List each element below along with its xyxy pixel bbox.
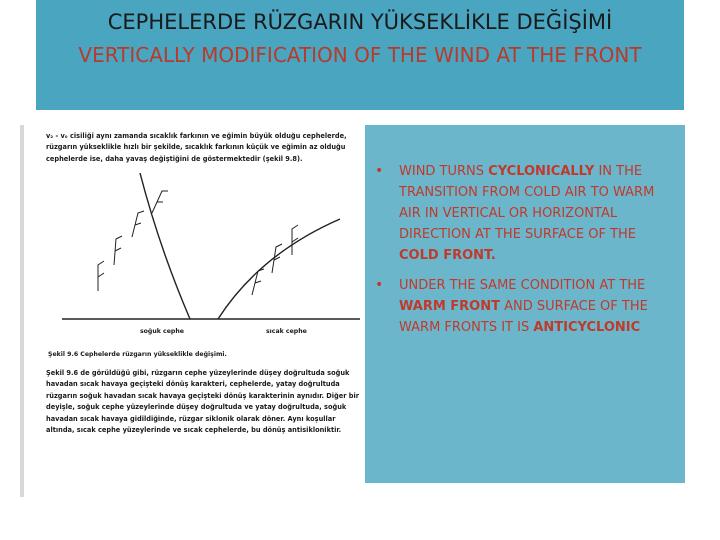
scan-paragraph-2: Şekil 9.6 de görüldüğü gibi, rüzgarın cephe yüzeylerinde düşey doğrultuda soğuk havadan sıcak havaya geçişteki dönüş karakteri, cephelerde, yatay doğrultuda rüzgarın soğuk havadan sıcak havaya geçişteki dönüş karakterinin aynıdır. Diğer bir deyişle, soğuk cephe yüzeylerinde düşey doğrultuda ve yatay doğrultuda, soğuk havadan sıcak havaya gidildiğinde, rüzgar siklonik olarak döner. Aynı koşullar altında, sıcak cephe yüzeylerinde ve sıcak cephelerde, bu dönüş antisikloniktir.	[46, 369, 360, 435]
bullet-dot-icon: •	[375, 277, 384, 293]
slide-title-english: VERTICALLY MODIFICATION OF THE WIND AT THE FRONT	[78, 43, 642, 67]
scan-paragraph-1: v₂ - v₀ cisiliği aynı zamanda sıcaklık farkının ve eğimin büyük olduğu cephelerde, rüzgarın yükseklikle hızlı bir şekilde, sıcaklık farkının küçük ve eğimin az olduğu cephelerde ise, daha yavaş değiştiğini de göstermektedir (şekil 9.8).	[46, 132, 347, 163]
bullet-emphasis: CYCLONICALLY	[488, 164, 595, 179]
bullet-text-pre: WIND TURNS	[399, 164, 489, 179]
bullet-item-cold-front	[375, 161, 675, 266]
bullet-emphasis: WARM FRONT	[399, 299, 500, 314]
bullet-emphasis: COLD FRONT.	[399, 248, 496, 263]
bullet-text-mid: AND SURFACE OF THE WARM FRONTS IT IS	[399, 299, 648, 335]
slide-title-turkish: CEPHELERDE RÜZGARIN YÜKSEKLİKLE DEĞİŞİMİ	[107, 10, 613, 34]
bullet-emphasis: ANTICYCLONIC	[533, 320, 641, 335]
bullet-list	[375, 161, 675, 347]
bullet-text-pre: UNDER THE SAME CONDITION AT THE	[399, 278, 646, 293]
bullet-text-mid: IN THE TRANSITION FROM COLD AIR TO WARM AIR IN VERTICAL OR HORIZONTAL DIRECTION AT THE SURFACE OF THE	[399, 164, 655, 242]
bullet-item-warm-front	[375, 275, 675, 338]
cold-front-curve	[140, 173, 190, 319]
title-band	[36, 0, 684, 110]
warm-front-curve	[218, 219, 340, 319]
front-wind-diagram	[40, 173, 370, 343]
scan-edge-shadow	[20, 125, 24, 497]
figure-caption: Şekil 9.6 Cephelerde rüzgarın yükseklikle değişimi.	[48, 351, 227, 358]
cold-front-label: soğuk cephe	[140, 328, 184, 335]
cold-front-wind-barbs	[98, 191, 168, 291]
bullet-panel	[365, 125, 685, 483]
bullet-dot-icon: •	[375, 163, 384, 179]
scanned-textbook-page	[20, 125, 365, 497]
warm-front-label: sıcak cephe	[266, 328, 307, 335]
warm-front-wind-barbs	[252, 225, 298, 295]
